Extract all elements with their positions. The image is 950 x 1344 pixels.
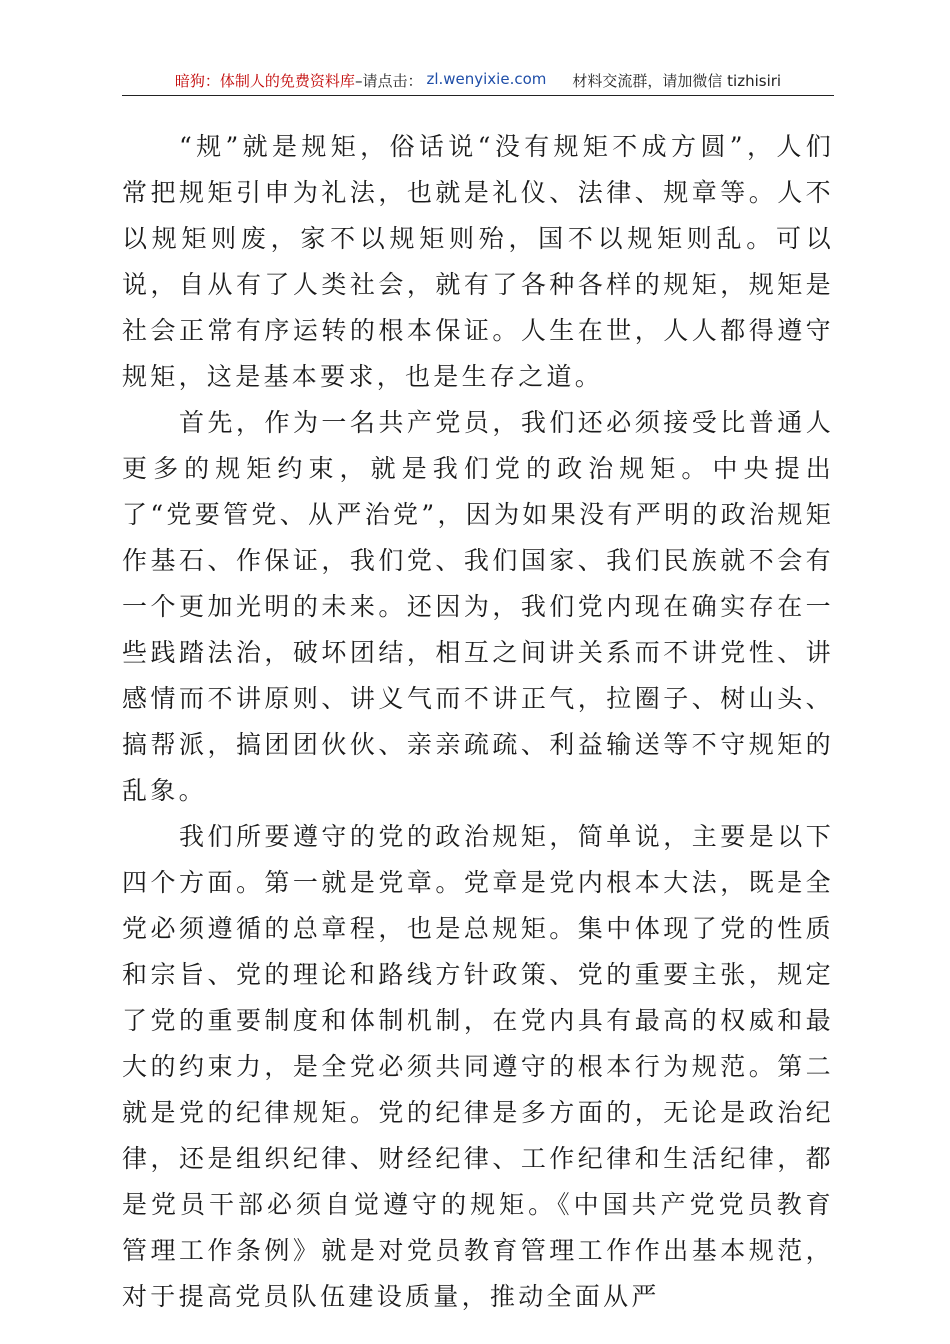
- document-body: [122, 124, 834, 1320]
- header-separator: –请点击：: [354, 72, 423, 90]
- header-link[interactable]: zl.wenyixie.com: [426, 70, 547, 88]
- header-contact: 材料交流群，请加微信 tizhisiri: [572, 72, 782, 90]
- paragraph-1: “规”就是规矩，俗话说“没有规矩不成方圆”，人们常把规矩引申为礼法，也就是礼仪、法律、规章等。人不以规矩则废，家不以规矩则殆，国不以规矩则乱。可以说，自从有了人类社会，就有了各种各样的规矩，规矩是社会正常有序运转的根本保证。人生在世，人人都得遵守规矩，这是基本要求，也是生存之道。: [122, 132, 834, 391]
- header-brand: 暗狗：体制人的免费资料库: [174, 72, 355, 90]
- page-header: [122, 64, 834, 96]
- paragraph-3: 我们所要遵守的党的政治规矩，简单说，主要是以下四个方面。第一就是党章。党章是党内根本大法，既是全党必须遵循的总章程，也是总规矩。集中体现了党的性质和宗旨、党的理论和路线方针政策、党的重要主张，规定了党的重要制度和体制机制，在党内具有最高的权威和最大的约束力，是全党必须共同遵守的根本行为规范。第二就是党的纪律规矩。党的纪律是多方面的，无论是政治纪律，还是组织纪律、财经纪律、工作纪律和生活纪律，都是党员干部必须自觉遵守的规矩。《中国共产党党员教育管理工作条例》就是对党员教育管理工作作出基本规范，对于提高党员队伍建设质量，推动全面从严: [122, 822, 834, 1311]
- paragraph-2: 首先，作为一名共产党员，我们还必须接受比普通人更多的规矩约束，就是我们党的政治规矩。中央提出了“党要管党、从严治党”，因为如果没有严明的政治规矩作基石、作保证，我们党、我们国家、我们民族就不会有一个更加光明的未来。还因为，我们党内现在确实存在一些践踏法治，破坏团结，相互之间讲关系而不讲党性、讲感情而不讲原则、讲义气而不讲正气，拉圈子、树山头、搞帮派，搞团团伙伙、亲亲疏疏、利益输送等不守规矩的乱象。: [122, 408, 834, 805]
